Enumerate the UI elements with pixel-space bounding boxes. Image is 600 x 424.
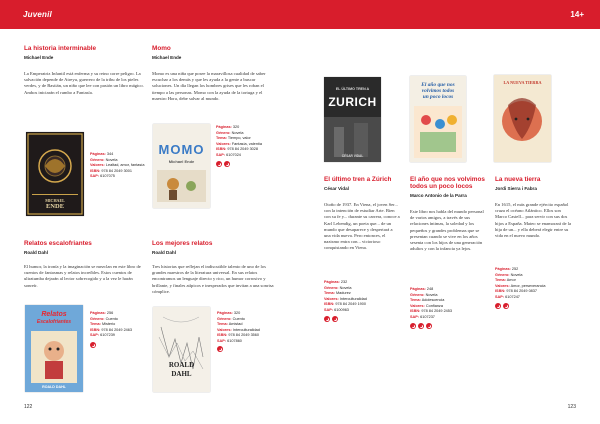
cover-title: MOMO bbox=[158, 142, 205, 157]
cover-title-line2: ZURICH bbox=[328, 95, 377, 109]
cover-title-line2: volvimos todos bbox=[421, 88, 455, 94]
book-title: El último tren a Zúrich bbox=[324, 176, 392, 183]
book-title: Los mejores relatos bbox=[152, 240, 213, 247]
cover-author: ROALD DAHL bbox=[42, 385, 66, 389]
book-metadata: Páginas: 232 Género: Novela Tema: Madurez Valores: Interculturalidad ISBN: 978 84 2049 1900 SAP: 6100963 bbox=[324, 280, 367, 312]
book-cover bbox=[324, 77, 381, 162]
book-author: Jordi Sierra i Fabra bbox=[495, 186, 537, 191]
book-cover bbox=[153, 307, 210, 392]
reading-level-icons bbox=[410, 323, 432, 329]
cover-title-line1: Relatos bbox=[41, 311, 67, 318]
book-synopsis: Tres historias que reflejan el indiscutible talento de uno de los grandes maestros de la literatura universal. En sus relatos encontramos un lenguaje directo y rico, un humor corrosivo y brillante, y finales atípicos e inesperados que invitan a una sonrisa cómplice. bbox=[152, 264, 274, 294]
cover-title-line2: Escalofriantes bbox=[36, 319, 72, 325]
level-icon bbox=[224, 161, 230, 167]
level-icon bbox=[410, 323, 416, 329]
book-metadata: Páginas: 252 Género: Novela Tema: Amor Valores: Amor, perseverancia ISBN: 978 84 2049 0837 SAP: 6107247 bbox=[495, 267, 546, 299]
book-title: La nueva tierra bbox=[495, 176, 541, 183]
book-metadata: Páginas: 344 Género: Novela Valores: Lealtad, amor, fantasía ISBN: 978 84 2049 3001 SAP: 6107075 bbox=[90, 152, 145, 179]
book-title: La historia interminable bbox=[24, 45, 97, 52]
book-author: Marco Antonio de la Parra bbox=[410, 193, 467, 198]
level-icon bbox=[332, 316, 338, 322]
book-author: Michael Ende bbox=[152, 55, 182, 60]
cover-title-line1: EL ÚLTIMO TREN A bbox=[335, 87, 370, 91]
book-author: Roald Dahl bbox=[152, 250, 176, 255]
book-metadata: Páginas: 256 Género: Cuento Tema: Misterio ISBN: 978 84 2049 2463 SAP: 6107239 bbox=[90, 311, 133, 338]
level-icon bbox=[216, 161, 222, 167]
book-title: Relatos escalofriantes bbox=[24, 240, 92, 247]
section-title: Juvenil bbox=[23, 10, 52, 19]
level-icon bbox=[217, 346, 223, 352]
book-title: Momo bbox=[152, 45, 171, 52]
cover-author: Michael Ende bbox=[168, 159, 195, 164]
book-metadata: Páginas: 320 Género: Novela Tema: Tiempo, valor Valores: Fantasía, valentía ISBN: 978 84 2049 3028 SAP: 6107024 bbox=[216, 125, 263, 157]
book-cover bbox=[494, 75, 551, 162]
book-metadata: Páginas: 320 Género: Cuento Tema: Amistad Valores: Interculturalidad ISBN: 978 84 2049 3560 SAP: 6107860 bbox=[217, 311, 260, 343]
book-author: Michael Ende bbox=[24, 55, 54, 60]
book-cover bbox=[410, 76, 466, 162]
reading-level-icons bbox=[217, 346, 223, 352]
book-cover bbox=[25, 305, 83, 392]
book-title: El año que nos volvimos todos un poco locos bbox=[410, 176, 485, 190]
book-synopsis: Momo es una niña que posee la maravillosa cualidad de saber escuchar a los demás y que les ayuda a la gente a buscar soluciones. Un día llegan los hombres grises que les roban el tiempo a las personas. Momo con la ayuda de la tortuga y el maestro Hora, debe salvar al mundo. bbox=[152, 71, 266, 101]
cover-title-line3: un poco locos bbox=[422, 94, 454, 100]
book-synopsis: En 1615, el más grande ejército español cruza el océano Atlántico. Ellos son Marco Castell... para servir con sus dos hijos a España. Mateo se enamorará de la hija de un... y ella deberá elegir entre su vida en el nuevo mundo. bbox=[495, 202, 572, 239]
page-number-left: 122 bbox=[24, 404, 33, 410]
section-header-bar bbox=[0, 0, 600, 29]
cover-author-last: ENDE bbox=[45, 203, 65, 210]
book-author: Roald Dahl bbox=[24, 250, 48, 255]
cover-author-first: MICHAEL bbox=[45, 198, 65, 203]
book-metadata: Páginas: 248 Género: Novela Tema: Adolescencia Valores: Confianza ISBN: 978 84 2049 2453 SAP: 6107237 bbox=[410, 287, 453, 319]
level-icon bbox=[90, 342, 96, 348]
cover-author-first: ROALD bbox=[168, 361, 195, 369]
reading-level-icons bbox=[495, 303, 509, 309]
age-badge: 14+ bbox=[570, 10, 584, 19]
reading-level-icons bbox=[324, 316, 338, 322]
cover-title: LA NUEVA TIERRA bbox=[503, 80, 542, 85]
level-icon bbox=[426, 323, 432, 329]
book-synopsis: La Emperatriz Infantil está enferma y su reino corre peligro. La salvación depende de Atreyu, guerrero de la tribu de los pieles verdes, y de Bastián, un niño que lee con pasión un libro mágico. Ambos iniciarán el rumbo a Fantasía. bbox=[24, 71, 144, 95]
book-synopsis: Este libro nos habla del mundo personal de varios amigos, a través de sus relaciones íntimas, la soledad y los pequeños y grandes problemas que se presentan cuando se vive en los años sesenta con los hijos de una generación adultos y con la infancia ya lejos. bbox=[410, 209, 484, 252]
reading-level-icons bbox=[90, 342, 96, 348]
level-icon bbox=[495, 303, 501, 309]
book-synopsis: Otoño de 1937. En Viena, el joven Ser... con la intención de estudiar Arte. Bien con su fe y... durante su carrera, conoce a Karl Lebendig, un poeta que... de un mundo que desaparece y despertará a una vida nueva. Pero entonces, el nazismo entra con... victorioso conquistando en Viena. bbox=[324, 202, 400, 251]
reading-level-icons bbox=[216, 161, 230, 167]
page-number-right: 123 bbox=[567, 404, 576, 410]
book-synopsis: El humor, la ironía y la imaginación se mezclan en este libro de cuentos de fantasmas y relatos increíbles. Estos cuentos de ultratumba dejarán al lector sobrecogido y a la vez le harán sonreír. bbox=[24, 264, 141, 288]
cover-author-last: DAHL bbox=[171, 370, 192, 378]
cover-author: CÉSAR VIDAL bbox=[341, 154, 364, 158]
level-icon bbox=[418, 323, 424, 329]
book-cover bbox=[153, 124, 210, 208]
book-cover bbox=[26, 132, 84, 216]
book-author: César Vidal bbox=[324, 186, 349, 191]
level-icon bbox=[503, 303, 509, 309]
cover-title-line1: El año que nos bbox=[421, 82, 455, 88]
level-icon bbox=[324, 316, 330, 322]
